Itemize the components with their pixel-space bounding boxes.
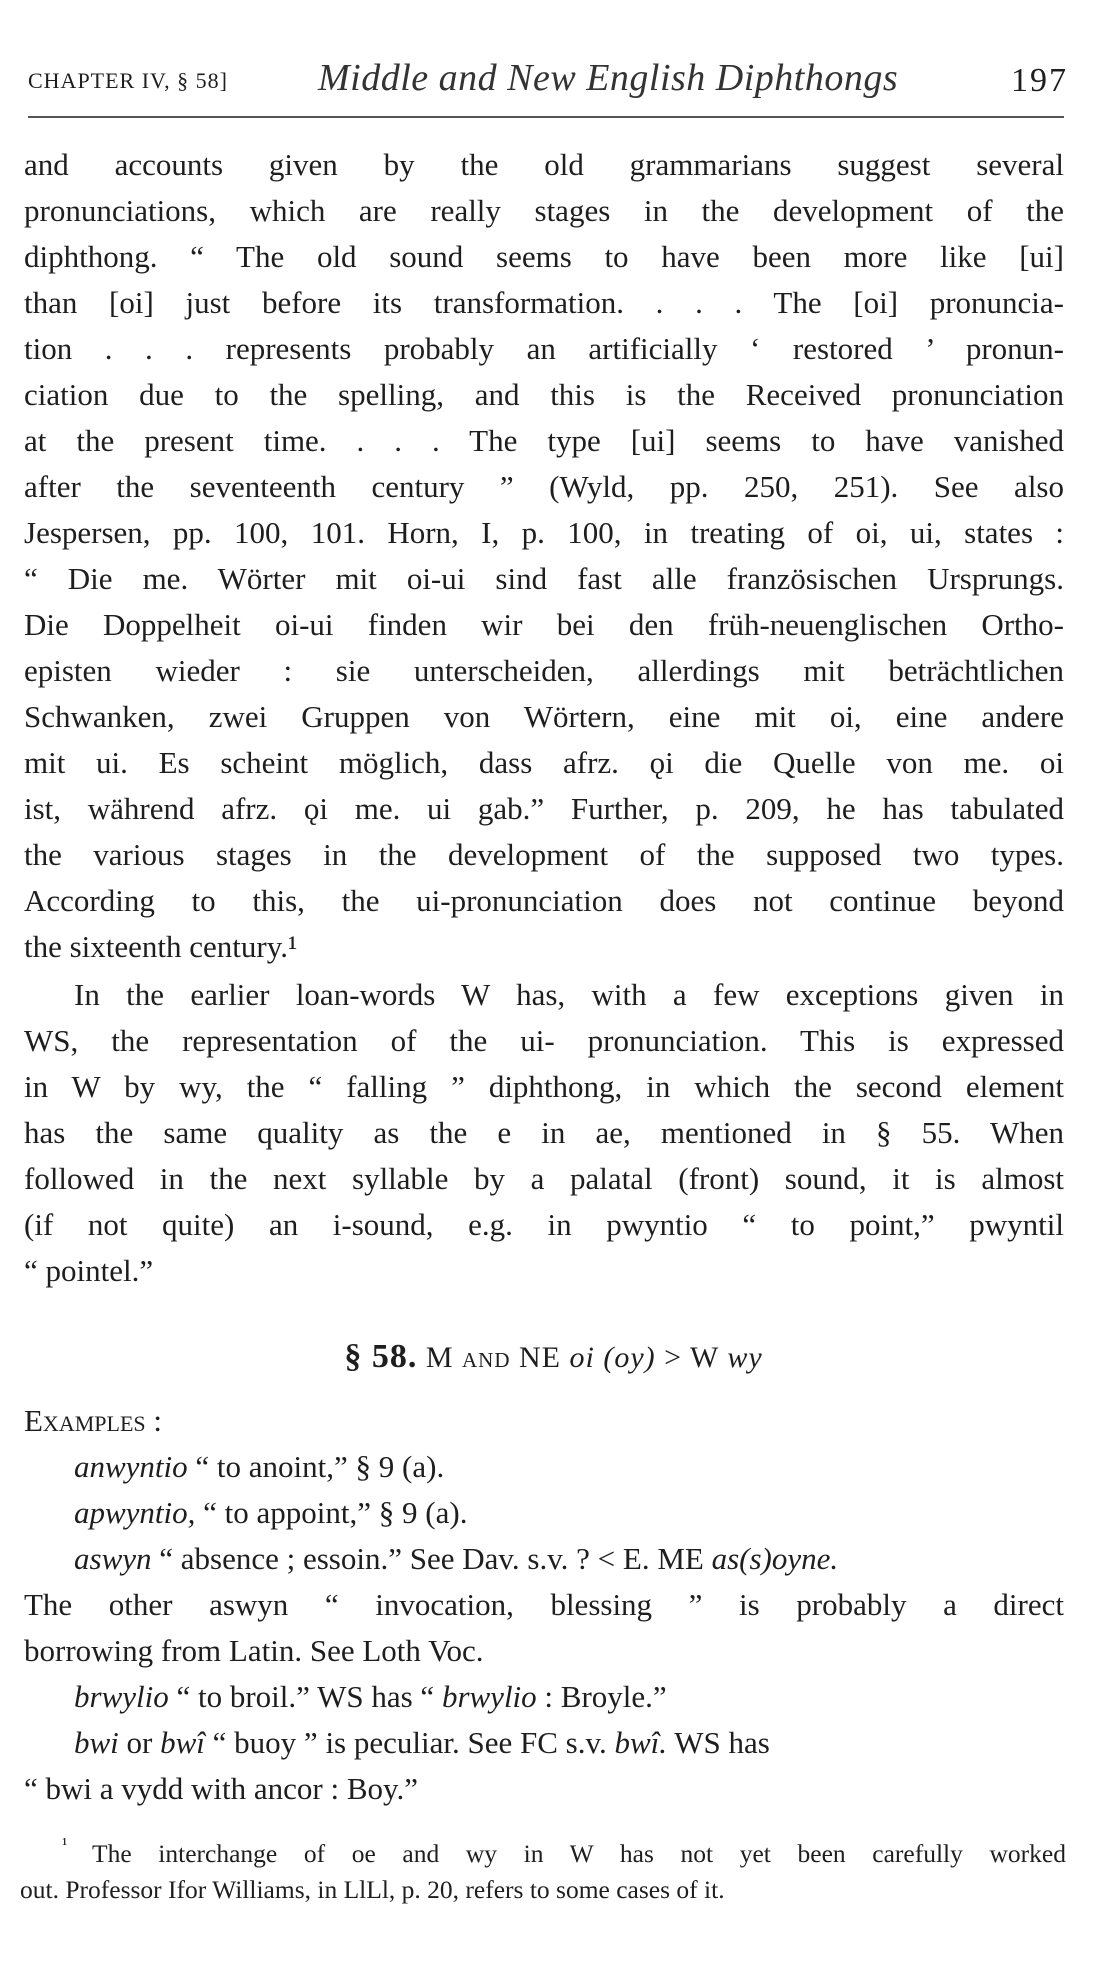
text-line: Jespersen, pp. 100, 101. Horn, I, p. 100, in treating of oi, ui, states :: [24, 515, 1064, 550]
page-number: 197: [1011, 62, 1068, 99]
text-line: mit ui. Es scheint möglich, dass afrz. ǫi die Quelle von me. oi: [24, 745, 1064, 780]
welsh-word: brwylio: [74, 1679, 169, 1714]
chapter-reference: CHAPTER IV, § 58]: [28, 68, 228, 93]
text-line: ciation due to the spelling, and this is the Received pronunciation: [24, 377, 1064, 412]
running-header: [28, 56, 1068, 106]
example-entry: [74, 1490, 1064, 1536]
text-line: in W by wy, the “ falling ” diphthong, in which the second element: [24, 1069, 1064, 1104]
welsh-word: apwyntio,: [74, 1495, 196, 1530]
example-entry: [74, 1444, 1064, 1490]
text-line: (if not quite) an i-sound, e.g. in pwyntio “ to point,” pwyntil: [24, 1207, 1064, 1242]
text-line: than [oi] just before its transformation. . . . The [oi] pronuncia-: [24, 285, 1064, 320]
gloss: : Broyle.”: [536, 1679, 667, 1714]
text-line: The other aswyn “ invocation, blessing ” is probably a direct: [24, 1587, 1064, 1622]
welsh-word: bwî: [160, 1725, 205, 1760]
header-rule: [28, 116, 1064, 118]
text-line: the various stages in the development of the supposed two types.: [24, 837, 1064, 872]
text-line: diphthong. “ The old sound seems to have been more like [ui]: [24, 239, 1064, 274]
section-heading-text: oi: [569, 1341, 595, 1374]
text-line: and accounts given by the old grammarians suggest several: [24, 147, 1064, 182]
welsh-word: brwylio: [441, 1679, 537, 1714]
gloss: “ to anoint,” § 9 (a).: [187, 1449, 445, 1484]
text-line: According to this, the ui-pronunciation does not continue beyond: [24, 883, 1064, 918]
footnote-text: The interchange of oe and wy in W has not yet been carefully worked: [92, 1839, 1066, 1868]
text-line: the sixteenth century.¹: [24, 929, 298, 964]
text-line: “ bwi a vydd with ancor : Boy.”: [24, 1771, 419, 1806]
footnote-marker: ¹: [62, 1834, 68, 1854]
gloss: “ to broil.” WS has “: [168, 1679, 442, 1714]
text-line: Schwanken, zwei Gruppen von Wörtern, eine mit oi, eine andere: [24, 699, 1064, 734]
footnote-line: [92, 1836, 1066, 1872]
welsh-word: anwyntio: [74, 1449, 188, 1484]
section-heading-text: > W: [664, 1341, 719, 1374]
text-line: ist, während afrz. ǫi me. ui gab.” Further, p. 209, he has tabulated: [24, 791, 1064, 826]
text-line: “ Die me. Wörter mit oi-ui sind fast alle französischen Ursprungs.: [24, 561, 1064, 596]
section-heading-text: wy: [727, 1341, 763, 1374]
text-line: at the present time. . . . The type [ui] seems to have vanished: [24, 423, 1064, 458]
text-line: pronunciations, which are really stages in the development of the: [24, 193, 1064, 228]
running-title: Middle and New English Diphthongs: [318, 57, 899, 99]
text-line: WS, the representation of the ui- pronunciation. This is expressed: [24, 1023, 1064, 1058]
section-heading-text: M and NE: [425, 1341, 562, 1374]
text-line: “ pointel.”: [24, 1253, 154, 1288]
gloss: or: [118, 1725, 161, 1760]
section-heading-text: (oy): [603, 1341, 656, 1374]
gloss: “ buoy ” is peculiar. See FC s.v.: [204, 1725, 615, 1760]
english-word: as(s)oyne.: [711, 1541, 839, 1576]
text-line: Die Doppelheit oi-ui finden wir bei den früh-neuenglischen Ortho-: [24, 607, 1064, 642]
example-entry: [74, 1536, 1064, 1582]
welsh-word: aswyn: [74, 1541, 152, 1576]
section-heading: [0, 1332, 1107, 1382]
footnote-line: out. Professor Ifor Williams, in LlLl, p. 20, refers to some cases of it.: [20, 1875, 725, 1904]
text-line: episten wieder : sie unterscheiden, allerdings mit beträchtlichen: [24, 653, 1064, 688]
text-line: followed in the next syllable by a palatal (front) sound, it is almost: [24, 1161, 1064, 1196]
example-entry: [74, 1674, 1064, 1720]
example-entry: [74, 1720, 1064, 1766]
text-line: tion . . . represents probably an artificially ‘ restored ’ pronun-: [24, 331, 1064, 366]
welsh-word: bwi: [74, 1725, 119, 1760]
text-line: after the seventeenth century ” (Wyld, pp. 250, 251). See also: [24, 469, 1064, 504]
text-line: borrowing from Latin. See Loth Voc.: [24, 1633, 484, 1668]
section-number: § 58.: [344, 1338, 418, 1375]
welsh-word: bwî.: [614, 1725, 668, 1760]
gloss: “ to appoint,” § 9 (a).: [195, 1495, 468, 1530]
gloss: “ absence ; essoin.” See Dav. s.v. ? < E. ME: [151, 1541, 712, 1576]
text-line: In the earlier loan-words W has, with a few exceptions given in: [74, 977, 1064, 1012]
examples-label: Examples :: [24, 1403, 162, 1438]
text-line: has the same quality as the e in ae, mentioned in § 55. When: [24, 1115, 1064, 1150]
gloss: WS has: [667, 1725, 770, 1760]
